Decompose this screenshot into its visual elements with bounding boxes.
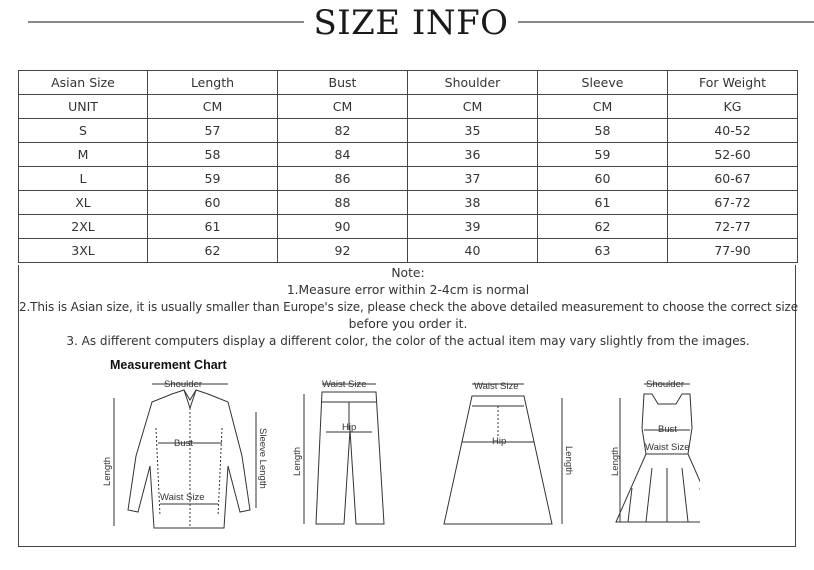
table-row [19, 167, 798, 191]
table-cell: M [19, 143, 148, 167]
skirt-waist-label: Waist Size [474, 381, 519, 392]
table-cell: 40-52 [668, 119, 798, 143]
shirt-sleeve-label: Sleeve Length [257, 428, 268, 489]
note-heading: Note: [391, 266, 425, 280]
header-cell: Bust [278, 71, 408, 95]
shirt-figure [114, 384, 256, 528]
table-cell: 39 [408, 215, 538, 239]
table-cell: 2XL [19, 215, 148, 239]
table-cell: 88 [278, 191, 408, 215]
dress-figure [616, 384, 700, 522]
header-cell: Asian Size [19, 71, 148, 95]
unit-cell: KG [668, 95, 798, 119]
measurement-chart-title: Measurement Chart [110, 358, 227, 372]
table-row [19, 191, 798, 215]
table-cell: 60 [538, 167, 668, 191]
table-cell: 36 [408, 143, 538, 167]
measurement-figures [100, 376, 700, 536]
skirt-hip-label: Hip [492, 436, 507, 447]
header-cell: Sleeve [538, 71, 668, 95]
pants-hip-label: Hip [342, 422, 357, 433]
table-cell: 77-90 [668, 239, 798, 263]
table-cell: 3XL [19, 239, 148, 263]
pants-waist-label: Waist Size [322, 379, 367, 390]
table-unit-row [19, 95, 798, 119]
shirt-bust-label: Bust [174, 438, 194, 449]
page-title: SIZE INFO [313, 3, 509, 43]
table-row [19, 119, 798, 143]
notes [19, 265, 797, 350]
shirt-shoulder-label: Shoulder [164, 379, 203, 390]
skirt-length-label: Length [563, 446, 574, 476]
header-cell: Shoulder [408, 71, 538, 95]
table-cell: S [19, 119, 148, 143]
note-line-2: 2.This is Asian size, it is usually smaller than Europe's size, please check the above detailed measurement to choose the correct size [19, 300, 798, 314]
table-cell: 61 [538, 191, 668, 215]
table-header-row [19, 71, 798, 95]
table-cell: 40 [408, 239, 538, 263]
pants-length-label: Length [292, 446, 303, 476]
note-line-1: 1.Measure error within 2-4cm is normal [286, 283, 530, 297]
table-row [19, 239, 798, 263]
size-table [18, 70, 798, 263]
table-cell: 58 [538, 119, 668, 143]
table-cell: 92 [278, 239, 408, 263]
table-cell: XL [19, 191, 148, 215]
dress-waist-label: Waist Size [645, 442, 690, 453]
table-cell: 67-72 [668, 191, 798, 215]
unit-cell: CM [538, 95, 668, 119]
header-cell: Length [148, 71, 278, 95]
table-cell: 86 [278, 167, 408, 191]
table-cell: 61 [148, 215, 278, 239]
table-cell: L [19, 167, 148, 191]
table-cell: 84 [278, 143, 408, 167]
dress-bust-label: Bust [658, 424, 678, 435]
unit-cell: CM [408, 95, 538, 119]
skirt-figure [444, 384, 562, 524]
table-cell: 59 [148, 167, 278, 191]
table-cell: 72-77 [668, 215, 798, 239]
dress-length-label: Length [610, 446, 621, 476]
shirt-length-label: Length [102, 456, 113, 486]
title-divider-right [518, 21, 814, 23]
title-divider-left [28, 21, 304, 23]
table-cell: 82 [278, 119, 408, 143]
dress-shoulder-label: Shoulder [646, 379, 685, 390]
table-cell: 63 [538, 239, 668, 263]
unit-cell: CM [148, 95, 278, 119]
table-cell: 52-60 [668, 143, 798, 167]
table-row [19, 143, 798, 167]
table-cell: 60-67 [668, 167, 798, 191]
table-row [19, 215, 798, 239]
measurement-chart-svg [100, 376, 700, 536]
table-cell: 90 [278, 215, 408, 239]
table-cell: 62 [538, 215, 668, 239]
shirt-waist-label: Waist Size [160, 492, 205, 503]
table-cell: 37 [408, 167, 538, 191]
table-cell: 57 [148, 119, 278, 143]
unit-cell: CM [278, 95, 408, 119]
pants-figure [304, 384, 384, 524]
table-cell: 38 [408, 191, 538, 215]
header-cell: For Weight [668, 71, 798, 95]
note-line-2-continued: before you order it. [348, 317, 468, 331]
title-row [0, 0, 814, 50]
table-cell: 35 [408, 119, 538, 143]
table-cell: 62 [148, 239, 278, 263]
note-line-3: 3. As different computers display a different color, the color of the actual item may vary slightly from the images. [66, 334, 750, 348]
table-cell: 59 [538, 143, 668, 167]
table-cell: 58 [148, 143, 278, 167]
unit-cell: UNIT [19, 95, 148, 119]
table-cell: 60 [148, 191, 278, 215]
